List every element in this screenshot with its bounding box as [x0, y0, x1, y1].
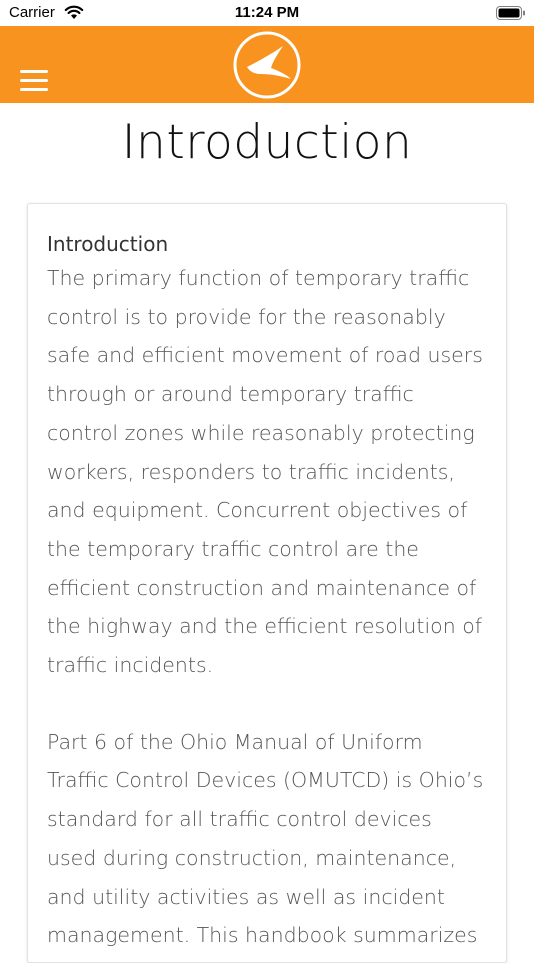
- status-time: 11:24 PM: [234, 4, 300, 21]
- content-card: [27, 203, 507, 963]
- page-title: Introduction: [121, 115, 413, 170]
- section-heading: Introduction: [47, 232, 169, 256]
- body-paragraph: Part 6 of the Ohio Manual of Uniform Traffic Control Devices (OMUTCD) is Ohio’s standard for all traffic control devices used during construction, maintenance, and utility activities as well as incident management. This handbook summarizes: [47, 729, 484, 948]
- swoosh-logo-icon: [233, 31, 301, 99]
- battery-icon: [496, 6, 526, 20]
- body-paragraph: The primary function of temporary traffic control is to provide for the reasonably safe and efficient movement of road users through or around temporary traffic control zones while reasonably protecting workers, responders to traffic incidents, and equipment. Concurrent objectives of the temporary traffic control are the efficient construction and maintenance of the highway and the efficient resolution of traffic incidents.: [47, 266, 483, 678]
- status-bar: [0, 0, 534, 26]
- app-header: [0, 26, 534, 103]
- carrier-label: Carrier: [9, 4, 55, 21]
- hamburger-menu-icon[interactable]: [20, 70, 50, 94]
